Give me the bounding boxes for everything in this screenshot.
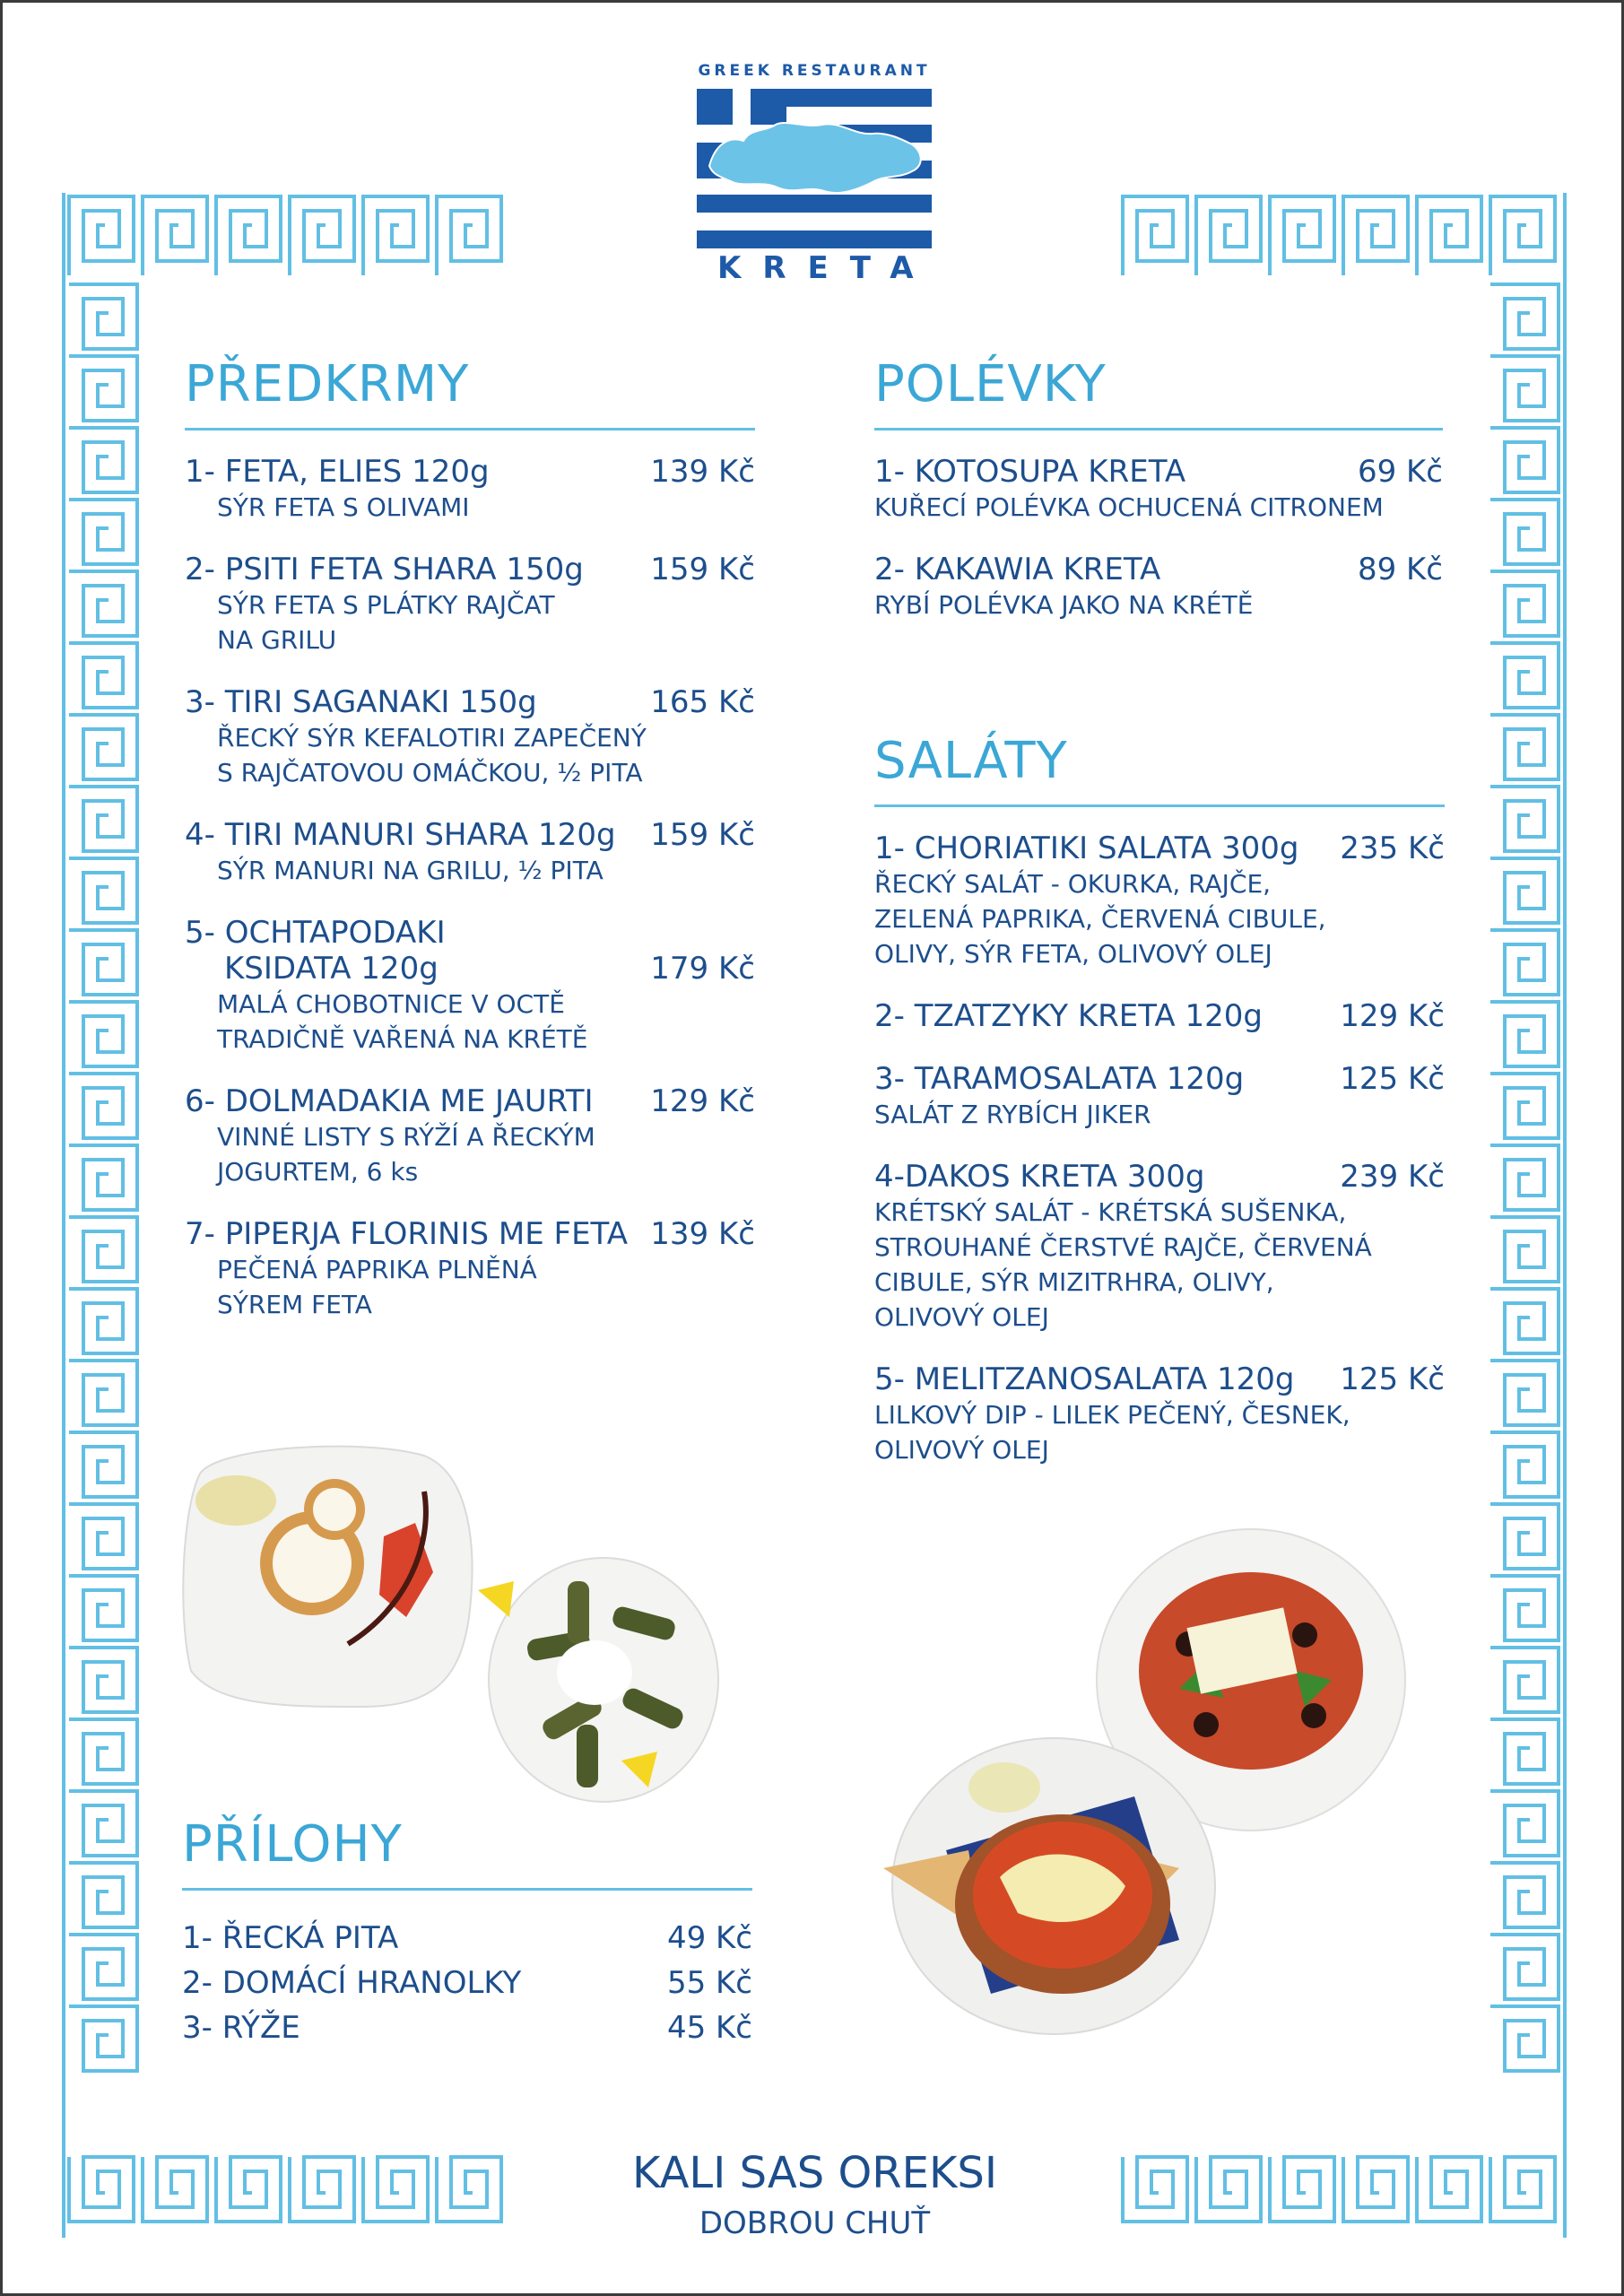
- section-title-predkrmy: PŘEDKRMY: [185, 355, 470, 413]
- restaurant-logo: [696, 62, 933, 288]
- side-dish-row: [182, 1916, 752, 1961]
- item-description: NA GRILU: [217, 625, 337, 655]
- meander-key-right: [1490, 1504, 1559, 1569]
- item-description: SÝR FETA S OLIVAMI: [217, 492, 470, 522]
- item-description: OLIVOVÝ OLEJ: [874, 1435, 1049, 1465]
- menu-item: [185, 817, 755, 888]
- meander-key-right: [1490, 1432, 1559, 1497]
- menu-item: [874, 1061, 1445, 1132]
- meander-key-left: [69, 571, 137, 636]
- meander-key-left: [69, 1361, 137, 1425]
- meander-key-right: [1490, 858, 1559, 923]
- menu-item: [874, 1159, 1445, 1335]
- item-description: ZELENÁ PAPRIKA, ČERVENÁ CIBULE,: [874, 904, 1326, 934]
- menu-item: [185, 552, 755, 657]
- meander-key-top-left: [363, 196, 428, 275]
- item-description: SÝR FETA S PLÁTKY RAJČAT: [217, 590, 555, 620]
- item-name: 1- ŘECKÁ PITA: [182, 1920, 399, 1956]
- item-name: 6- DOLMADAKIA ME JAURTI: [185, 1083, 594, 1119]
- meander-key-top-right: [1417, 196, 1481, 275]
- item-description: SÝR MANURI NA GRILU, ½ PITA: [217, 856, 604, 885]
- section-salaty: [874, 732, 1445, 1467]
- meander-key-left: [69, 284, 137, 349]
- meander-key-left: [69, 356, 137, 421]
- meander-key-left: [69, 1719, 137, 1784]
- item-name: 4-DAKOS KRETA 300g: [874, 1159, 1205, 1195]
- meander-key-right: [1490, 1863, 1559, 1927]
- item-list: [182, 1916, 752, 2050]
- meander-key-right: [1490, 1074, 1559, 1138]
- side-dish-row: [182, 1961, 752, 2005]
- item-description: CIBULE, SÝR MIZITRHRA, OLIVY,: [874, 1267, 1274, 1297]
- item-name: 1- FETA, ELIES 120g: [185, 454, 490, 490]
- item-price: 139 Kč: [650, 1216, 755, 1252]
- menu-item: [874, 552, 1443, 622]
- side-dish-row: [182, 2005, 752, 2050]
- menu-item: [185, 1083, 755, 1189]
- item-list: [874, 831, 1445, 1467]
- meander-key-right: [1490, 1719, 1559, 1784]
- meander-key-top-right: [1343, 196, 1408, 275]
- food-photo-appetizers: [182, 1438, 720, 1805]
- logo-bottom-text: KRETA: [717, 250, 935, 286]
- item-name: 1- KOTOSUPA KRETA: [874, 454, 1186, 490]
- meander-key-top-right: [1490, 196, 1555, 275]
- meander-key-right: [1490, 2006, 1559, 2071]
- meander-key-right: [1490, 1217, 1559, 1282]
- meander-key-top-right: [1123, 196, 1187, 275]
- item-description: SÝREM FETA: [217, 1290, 372, 1319]
- item-name: 2- KAKAWIA KRETA: [874, 552, 1161, 587]
- item-price: 165 Kč: [650, 684, 755, 720]
- item-name: 5- OCHTAPODAKI: [185, 915, 446, 951]
- item-name: 3- RÝŽE: [182, 2010, 300, 2046]
- footer-greeting: KALI SAS OREKSI: [631, 2148, 998, 2198]
- item-description: ŘECKÝ SALÁT - OKURKA, RAJČE,: [874, 869, 1272, 899]
- section-divider: [182, 1888, 752, 1891]
- item-price: 69 Kč: [1357, 454, 1443, 490]
- meander-key-left: [69, 1074, 137, 1138]
- item-description: LILKOVÝ DIP - LILEK PEČENÝ, ČESNEK,: [874, 1400, 1350, 1430]
- meander-key-left: [69, 643, 137, 708]
- meander-key-right: [1490, 1145, 1559, 1210]
- meander-key-right: [1490, 356, 1559, 421]
- item-price: 159 Kč: [650, 552, 755, 587]
- item-description: KRÉTSKÝ SALÁT - KRÉTSKÁ SUŠENKA,: [874, 1197, 1347, 1227]
- menu-item: [874, 998, 1445, 1034]
- meander-key-left: [69, 1002, 137, 1066]
- meander-key-left: [69, 1289, 137, 1353]
- meander-key-right: [1490, 1791, 1559, 1856]
- meander-key-right: [1490, 1289, 1559, 1353]
- meander-key-top-left: [69, 196, 134, 275]
- section-title-prilohy: PŘÍLOHY: [182, 1815, 403, 1874]
- item-name: 2- DOMÁCÍ HRANOLKY: [182, 1965, 522, 2001]
- item-description: ŘECKÝ SÝR KEFALOTIRI ZAPEČENÝ: [217, 723, 647, 752]
- meander-key-right: [1490, 1002, 1559, 1066]
- item-description: STROUHANÉ ČERSTVÉ RAJČE, ČERVENÁ: [874, 1232, 1372, 1262]
- item-name: 3- TARAMOSALATA 120g: [874, 1061, 1245, 1097]
- section-polevky: [874, 355, 1443, 622]
- item-name: 2- PSITI FETA SHARA 150g: [185, 552, 584, 587]
- item-name: 5- MELITZANOSALATA 120g: [874, 1361, 1295, 1397]
- meander-key-left: [69, 428, 137, 492]
- meander-key-left: [69, 1432, 137, 1497]
- item-description: TRADIČNĚ VAŘENÁ NA KRÉTĚ: [217, 1024, 588, 1054]
- item-price: 235 Kč: [1340, 831, 1445, 866]
- meander-key-top-left: [216, 196, 281, 275]
- item-price: 139 Kč: [650, 454, 755, 490]
- item-name: KSIDATA 120g: [224, 951, 439, 987]
- meander-key-right: [1490, 1361, 1559, 1425]
- item-price: 129 Kč: [650, 1083, 755, 1119]
- section-divider: [874, 804, 1445, 807]
- item-name: 4- TIRI MANURI SHARA 120g: [185, 817, 616, 853]
- footer: [3, 2148, 1624, 2245]
- food-photo-salad-saganaki: [883, 1527, 1421, 2048]
- section-title-salaty: SALÁTY: [874, 732, 1068, 790]
- meander-key-right: [1490, 1576, 1559, 1640]
- item-price: 179 Kč: [650, 951, 755, 987]
- meander-key-top-right: [1270, 196, 1334, 275]
- meander-key-left: [69, 2006, 137, 2071]
- meander-key-left: [69, 1648, 137, 1712]
- item-description: PEČENÁ PAPRIKA PLNĚNÁ: [217, 1255, 537, 1284]
- menu-item: [185, 1216, 755, 1322]
- meander-key-top-left: [143, 196, 207, 275]
- section-predkrmy: [185, 355, 755, 1322]
- item-description: VINNÉ LISTY S RÝŽÍ A ŘECKÝM: [217, 1122, 595, 1152]
- menu-item: [874, 454, 1443, 525]
- section-prilohy: [182, 1815, 752, 2050]
- meander-key-left: [69, 1576, 137, 1640]
- meander-key-right: [1490, 571, 1559, 636]
- meander-key-right: [1490, 284, 1559, 349]
- meander-key-right: [1490, 715, 1559, 779]
- item-description: OLIVOVÝ OLEJ: [874, 1302, 1049, 1332]
- meander-key-right: [1490, 930, 1559, 995]
- logo-top-text: GREEK RESTAURANT: [698, 62, 931, 80]
- meander-key-left: [69, 1217, 137, 1282]
- item-description: JOGURTEM, 6 ks: [217, 1157, 419, 1187]
- item-price: 89 Kč: [1357, 552, 1443, 587]
- item-description: SALÁT Z RYBÍCH JIKER: [874, 1100, 1151, 1129]
- item-list: [185, 454, 755, 1322]
- item-list: [874, 454, 1443, 622]
- section-divider: [185, 428, 755, 430]
- meander-key-right: [1490, 428, 1559, 492]
- meander-key-left: [69, 1145, 137, 1210]
- item-name: 1- CHORIATIKI SALATA 300g: [874, 831, 1299, 866]
- menu-item: [185, 915, 755, 1057]
- meander-key-left: [69, 500, 137, 564]
- item-price: 49 Kč: [666, 1920, 752, 1956]
- meander-key-left: [69, 930, 137, 995]
- meander-key-left: [69, 1504, 137, 1569]
- footer-translation: DOBROU CHUŤ: [699, 2205, 931, 2241]
- item-description: MALÁ CHOBOTNICE V OCTĚ: [217, 989, 565, 1019]
- item-description: KUŘECÍ POLÉVKA OCHUCENÁ CITRONEM: [874, 492, 1384, 522]
- item-price: 125 Kč: [1340, 1361, 1445, 1397]
- item-name: 2- TZATZYKY KRETA 120g: [874, 998, 1263, 1034]
- menu-item: [185, 454, 755, 525]
- greek-flag-crete-icon: [697, 89, 932, 248]
- section-divider: [874, 428, 1443, 430]
- menu-item: [185, 684, 755, 790]
- item-name: 3- TIRI SAGANAKI 150g: [185, 684, 537, 720]
- item-price: 125 Kč: [1340, 1061, 1445, 1097]
- meander-key-right: [1490, 1935, 1559, 1999]
- item-name: 7- PIPERJA FLORINIS ME FETA: [185, 1216, 628, 1252]
- item-price: 129 Kč: [1340, 998, 1445, 1034]
- meander-key-left: [69, 1791, 137, 1856]
- meander-key-left: [69, 787, 137, 851]
- item-price: 159 Kč: [650, 817, 755, 853]
- meander-key-top-right: [1196, 196, 1261, 275]
- meander-key-right: [1490, 643, 1559, 708]
- item-description: S RAJČATOVOU OMÁČKOU, ½ PITA: [217, 758, 643, 787]
- section-title-polevky: POLÉVKY: [874, 355, 1107, 413]
- menu-item: [874, 1361, 1445, 1467]
- meander-key-top-left: [290, 196, 354, 275]
- meander-key-left: [69, 858, 137, 923]
- menu-item: [874, 831, 1445, 971]
- item-description: OLIVY, SÝR FETA, OLIVOVÝ OLEJ: [874, 939, 1272, 969]
- meander-key-right: [1490, 500, 1559, 564]
- item-price: 45 Kč: [666, 2010, 752, 2046]
- meander-key-right: [1490, 787, 1559, 851]
- meander-key-left: [69, 1863, 137, 1927]
- item-description: RYBÍ POLÉVKA JAKO NA KRÉTĚ: [874, 590, 1254, 620]
- meander-key-top-left: [437, 196, 501, 275]
- meander-key-right: [1490, 1648, 1559, 1712]
- item-price: 239 Kč: [1340, 1159, 1445, 1195]
- item-price: 55 Kč: [666, 1965, 752, 2001]
- meander-key-left: [69, 715, 137, 779]
- meander-key-left: [69, 1935, 137, 1999]
